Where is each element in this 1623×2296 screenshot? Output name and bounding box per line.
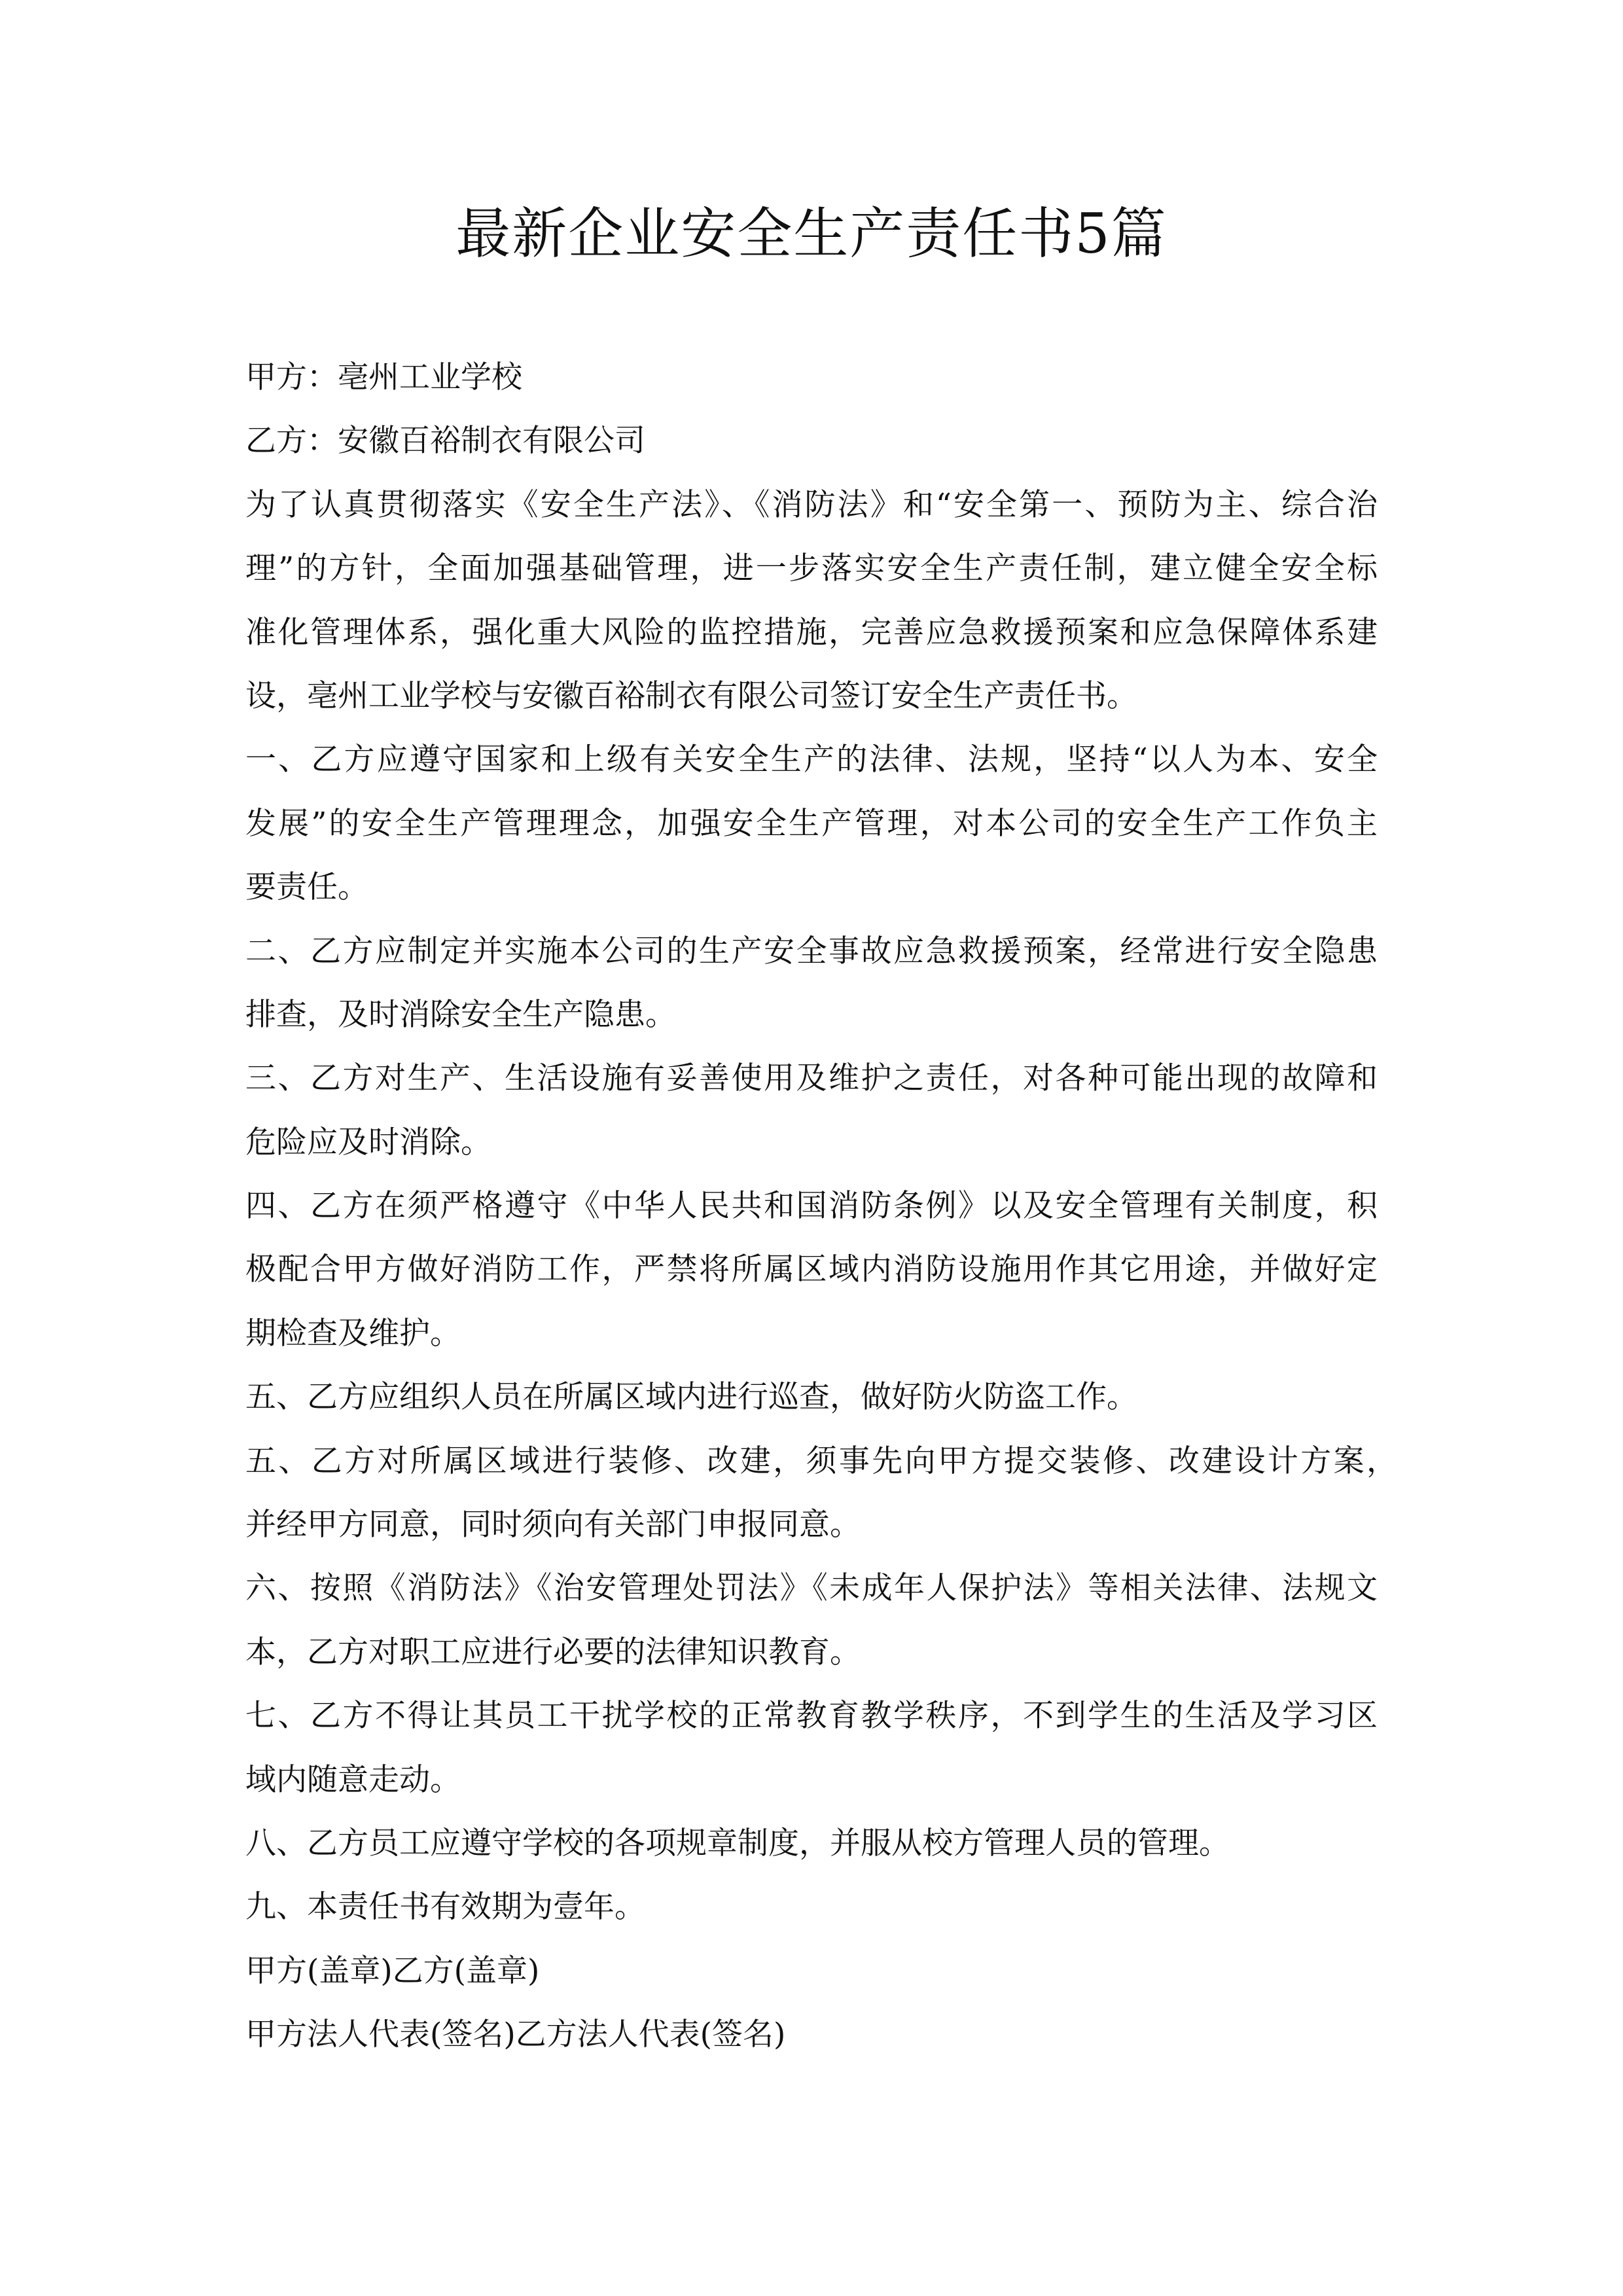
text-line: 排查，及时消除安全生产隐患。: [245, 996, 676, 1033]
text-line: 理”的方针，全面加强基础管理，进一步落实安全生产责任制，建立健全安全标: [245, 550, 1378, 587]
clause-1: [245, 728, 1378, 919]
text-line: 危险应及时消除。: [245, 1124, 491, 1160]
clause-8: [245, 1812, 1378, 1875]
document-title: 最新企业安全生产责任书5篇: [455, 202, 1168, 266]
text-line: 发展”的安全生产管理理念，加强安全生产管理，对本公司的安全生产工作负主: [245, 805, 1378, 842]
text-line: 准化管理体系，强化重大风险的监控措施，完善应急救援预案和应急保障体系建: [245, 614, 1378, 651]
text-line: 期检查及维护。: [245, 1315, 461, 1352]
clause-7: [245, 1684, 1378, 1812]
text-line: 极配合甲方做好消防工作，严禁将所属区域内消防设施用作其它用途，并做好定: [245, 1251, 1378, 1288]
party-a: 甲方：亳州工业学校: [245, 359, 522, 395]
document-body: [245, 346, 1397, 2067]
text-line: 七、乙方不得让其员工干扰学校的正常教育教学秩序，不到学生的生活及学习区: [245, 1698, 1378, 1734]
text-line: 四、乙方在须严格遵守《中华人民共和国消防条例》以及安全管理有关制度，积: [245, 1188, 1378, 1225]
party-b: 乙方：安徽百裕制衣有限公司: [245, 423, 645, 459]
text-line: 二、乙方应制定并实施本公司的生产安全事故应急救援预案，经常进行安全隐患: [245, 933, 1378, 969]
clause-3: [245, 1047, 1378, 1174]
text-line: 域内随意走动。: [245, 1761, 461, 1798]
text-line: 为了认真贯彻落实《安全生产法》、《消防法》和“安全第一、预防为主、综合治: [245, 486, 1378, 523]
text-line: 设，亳州工业学校与安徽百裕制衣有限公司签订安全生产责任书。: [245, 677, 1137, 714]
clause-2: [245, 920, 1378, 1047]
clause-5b: [245, 1429, 1397, 1557]
text-line: 本，乙方对职工应进行必要的法律知识教育。: [245, 1634, 861, 1670]
text-line: 八、乙方员工应遵守学校的各项规章制度，并服从校方管理人员的管理。: [245, 1825, 1230, 1861]
text-line: 并经甲方同意，同时须向有关部门申报同意。: [245, 1507, 861, 1543]
seal-line: 甲方(盖章)乙方(盖章): [245, 1952, 540, 1989]
clause-5a: [245, 1365, 1378, 1429]
clause-9: [245, 1875, 1378, 1939]
text-line: 五、乙方应组织人员在所属区域内进行巡查，做好防火防盗工作。: [245, 1379, 1137, 1416]
intro-paragraph: [245, 473, 1378, 728]
text-line: 三、乙方对生产、生活设施有妥善使用及维护之责任，对各种可能出现的故障和: [245, 1060, 1378, 1097]
signature-line: 甲方法人代表(签名)乙方法人代表(签名): [245, 2017, 786, 2053]
text-line: 六、按照《消防法》《治安管理处罚法》《未成年人保护法》等相关法律、法规文: [245, 1570, 1378, 1607]
clause-6: [245, 1556, 1378, 1684]
clause-4: [245, 1174, 1378, 1365]
text-line: 要责任。: [245, 869, 368, 906]
text-line: 九、本责任书有效期为壹年。: [245, 1889, 645, 1926]
text-line: 五、乙方对所属区域进行装修、改建，须事先向甲方提交装修、改建设计方案，: [245, 1443, 1397, 1479]
text-line: 一、乙方应遵守国家和上级有关安全生产的法律、法规，坚持“以人为本、安全: [245, 742, 1378, 778]
